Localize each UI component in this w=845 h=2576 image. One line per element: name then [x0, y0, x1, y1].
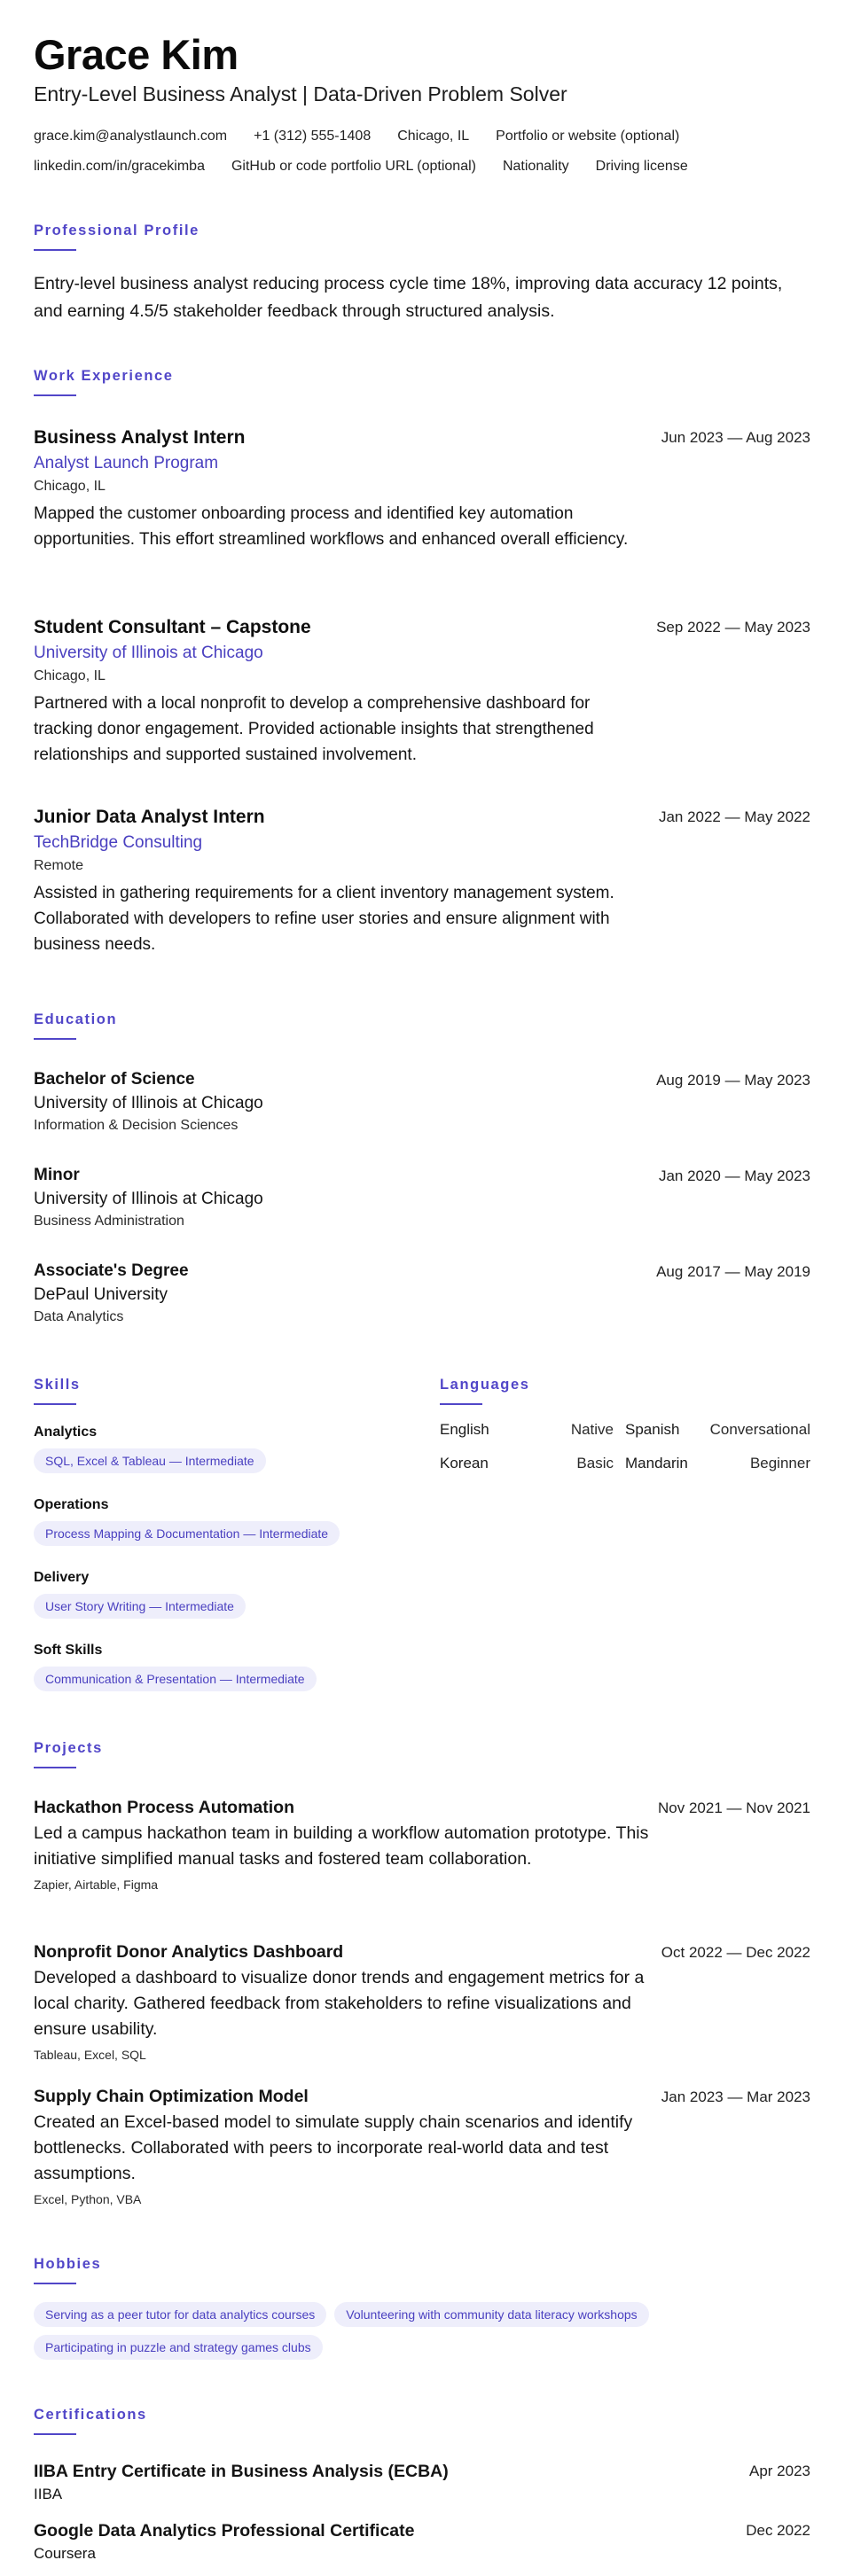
education-dates: Aug 2019 — May 2023: [656, 1072, 810, 1089]
job-dates: Sep 2022 — May 2023: [656, 619, 810, 636]
section-title: Education: [34, 1011, 118, 1027]
language-name: English: [440, 1421, 489, 1438]
certification-date: Apr 2023: [749, 2463, 810, 2479]
project-dates: Jan 2023 — Mar 2023: [661, 2088, 810, 2105]
job-company: University of Illinois at Chicago: [34, 644, 263, 662]
school-name: University of Illinois at Chicago: [34, 1190, 263, 1208]
section-title: Languages: [440, 1377, 530, 1393]
section-title: Certifications: [34, 2407, 147, 2423]
project-dates: Nov 2021 — Nov 2021: [658, 1799, 810, 1816]
language-item: [625, 1455, 810, 1488]
profile-summary: Entry-level business analyst reducing process cycle time 18%, improving data accuracy 12 points, and earning 4.5/5 stakeholder feedback through structured analysis.: [34, 274, 783, 321]
project-name: Nonprofit Donor Analytics Dashboard: [34, 1942, 344, 1962]
language-name: Korean: [440, 1455, 489, 1471]
job-dates: Jun 2023 — Aug 2023: [661, 429, 810, 446]
experience-entry: [34, 807, 810, 957]
certifications-section-heading: [34, 2407, 147, 2435]
degree-name: Associate's Degree: [34, 1261, 189, 1280]
skill-category: Delivery: [34, 1570, 90, 1585]
section-underline: [34, 2283, 76, 2284]
degree-name: Minor: [34, 1166, 80, 1184]
section-underline: [34, 1767, 76, 1768]
section-title: Skills: [34, 1377, 81, 1393]
languages-grid: [440, 1421, 810, 1488]
language-name: Spanish: [625, 1421, 680, 1438]
education-section-heading: [34, 1011, 117, 1040]
education-dates: Jan 2020 — May 2023: [658, 1167, 810, 1184]
school-name: DePaul University: [34, 1285, 168, 1304]
project-entry: [34, 1942, 810, 2062]
certification-entry: [34, 2462, 810, 2503]
education-entry: [34, 1261, 810, 1325]
job-title: Business Analyst Intern: [34, 427, 246, 448]
language-level: Beginner: [749, 1455, 810, 1471]
section-underline: [440, 1403, 482, 1405]
certification-issuer: Coursera: [34, 2545, 96, 2562]
language-row: [440, 1455, 810, 1488]
contact-github[interactable]: GitHub or code portfolio URL (optional): [231, 159, 476, 174]
job-location: Remote: [34, 858, 84, 873]
section-underline: [34, 394, 76, 396]
project-tech: Zapier, Airtable, Figma: [34, 1877, 159, 1892]
language-item: [440, 1421, 625, 1455]
job-description: Assisted in gathering requirements for a client inventory management system. Collaborated with developers to refine user stories and ensure alignment with business needs.: [34, 884, 614, 954]
experience-entry: [34, 617, 810, 768]
hobbies-list: [34, 2302, 761, 2368]
skills-section-heading: [34, 1377, 81, 1405]
certification-issuer: IIBA: [34, 2486, 63, 2502]
candidate-headline: Entry-Level Business Analyst | Data-Driven Problem Solver: [34, 82, 567, 105]
project-name: Supply Chain Optimization Model: [34, 2087, 309, 2106]
skill-pill: SQL, Excel & Tableau — Intermediate: [34, 1448, 266, 1473]
language-level: Native: [570, 1421, 614, 1438]
project-tech: Tableau, Excel, SQL: [34, 2048, 146, 2062]
job-dates: Jan 2022 — May 2022: [658, 808, 810, 825]
contact-portfolio[interactable]: Portfolio or website (optional): [496, 129, 680, 144]
experience-entry: [34, 427, 810, 552]
language-row: [440, 1421, 810, 1455]
skill-category: Operations: [34, 1497, 109, 1512]
language-item: [625, 1421, 810, 1455]
skill-pill: Process Mapping & Documentation — Intermediate: [34, 1521, 340, 1546]
hobbies-section-heading: [34, 2256, 101, 2284]
skill-pill: User Story Writing — Intermediate: [34, 1594, 246, 1619]
project-name: Hackathon Process Automation: [34, 1798, 295, 1817]
contact-location: Chicago, IL: [397, 129, 470, 144]
language-item: [440, 1455, 625, 1488]
skill-pill: Communication & Presentation — Intermediate: [34, 1667, 317, 1691]
project-description: Developed a dashboard to visualize donor trends and engagement metrics for a local charity. Gathered feedback from stakeholders to refine visualizations and ensure usability.: [34, 1968, 645, 2039]
hobby-pill: Serving as a peer tutor for data analytics courses: [34, 2302, 326, 2327]
language-level: Basic: [576, 1455, 614, 1471]
degree-name: Bachelor of Science: [34, 1070, 195, 1089]
certification-name: Google Data Analytics Professional Certificate: [34, 2521, 415, 2541]
contact-linkedin[interactable]: linkedin.com/in/gracekimba: [34, 159, 205, 174]
project-description: Led a campus hackathon team in building a workflow automation prototype. This initiative simplified manual tasks and fostered team collaboration.: [34, 1823, 649, 1869]
project-tech: Excel, Python, VBA: [34, 2192, 142, 2206]
skill-group: [34, 1570, 246, 1619]
job-title: Junior Data Analyst Intern: [34, 807, 265, 827]
section-title: Work Experience: [34, 368, 174, 384]
skill-group: [34, 1643, 317, 1691]
certification-entry: [34, 2521, 810, 2563]
job-company: Analyst Launch Program: [34, 454, 219, 472]
section-title: Hobbies: [34, 2256, 102, 2272]
skill-category: Analytics: [34, 1425, 98, 1440]
school-name: University of Illinois at Chicago: [34, 1094, 263, 1112]
hobby-pill: Participating in puzzle and strategy games clubs: [34, 2335, 323, 2360]
job-location: Chicago, IL: [34, 668, 106, 683]
section-title: Professional Profile: [34, 222, 200, 238]
certification-date: Dec 2022: [746, 2522, 810, 2539]
projects-section-heading: [34, 1740, 103, 1768]
field-of-study: Business Administration: [34, 1214, 184, 1229]
field-of-study: Data Analytics: [34, 1309, 124, 1324]
contact-nationality: Nationality: [502, 159, 569, 174]
contact-email[interactable]: grace.kim@analystlaunch.com: [34, 129, 228, 144]
experience-section-heading: [34, 368, 174, 396]
hobby-pill: Volunteering with community data literacy workshops: [334, 2302, 648, 2327]
certification-name: IIBA Entry Certificate in Business Analysis (ECBA): [34, 2462, 449, 2481]
project-description: Created an Excel-based model to simulate supply chain scenarios and identify bottlenecks. Collaborated with peers to incorporate real-world data and test assumptions.: [34, 2112, 633, 2183]
education-dates: Aug 2017 — May 2019: [656, 1263, 810, 1280]
education-entry: [34, 1166, 810, 1229]
project-dates: Oct 2022 — Dec 2022: [661, 1944, 810, 1961]
job-company: TechBridge Consulting: [34, 833, 203, 852]
contact-row-secondary: [34, 159, 715, 175]
skill-category: Soft Skills: [34, 1643, 103, 1658]
contact-row-primary: [34, 129, 706, 144]
field-of-study: Information & Decision Sciences: [34, 1118, 239, 1133]
language-level: Conversational: [709, 1421, 810, 1438]
section-underline: [34, 1403, 76, 1405]
skill-group: [34, 1425, 266, 1473]
job-title: Student Consultant – Capstone: [34, 617, 311, 637]
project-entry: [34, 2087, 810, 2206]
section-underline: [34, 2433, 76, 2435]
section-underline: [34, 1038, 76, 1040]
education-entry: [34, 1070, 810, 1134]
job-description: Partnered with a local nonprofit to develop a comprehensive dashboard for tracking donor engagement. Provided actionable insights that strengthened relationships and supported sustained involvement.: [34, 694, 594, 764]
profile-section-heading: [34, 222, 200, 251]
language-name: Mandarin: [625, 1455, 688, 1471]
skill-group: [34, 1497, 340, 1546]
section-title: Projects: [34, 1740, 103, 1756]
project-entry: [34, 1798, 810, 1892]
job-location: Chicago, IL: [34, 479, 106, 494]
contact-driving-license: Driving license: [595, 159, 688, 174]
languages-section-heading: [440, 1377, 530, 1405]
contact-phone[interactable]: +1 (312) 555-1408: [254, 129, 372, 144]
candidate-name: Grace Kim: [34, 31, 239, 78]
section-underline: [34, 249, 76, 251]
job-description: Mapped the customer onboarding process and identified key automation opportunities. This effort streamlined workflows and enhanced overall efficiency.: [34, 504, 629, 549]
